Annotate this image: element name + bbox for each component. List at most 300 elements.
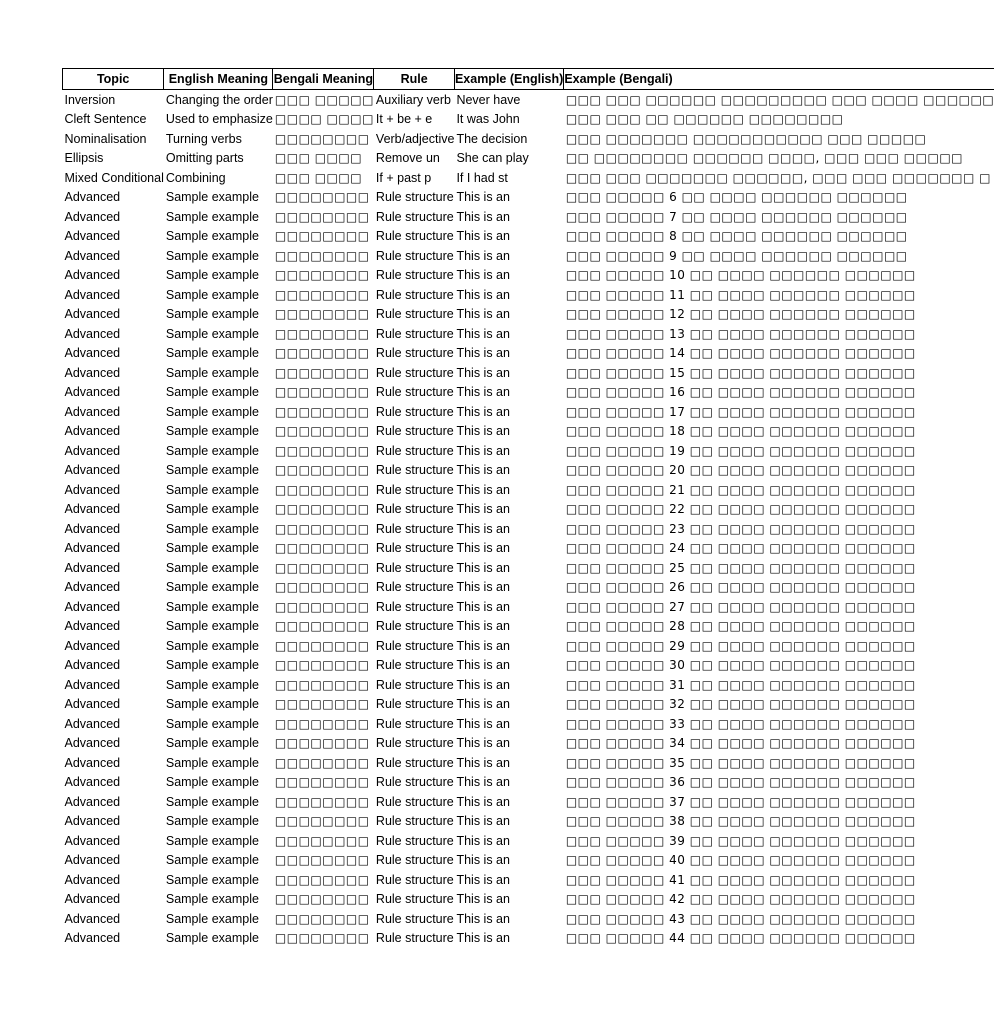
cell-bengali-meaning[interactable]: □□□□□□□□ <box>274 268 370 283</box>
cell-bengali-meaning[interactable]: □□□□□□□□ <box>274 229 370 244</box>
cell-bengali-meaning[interactable]: □□□□□□□□ <box>274 892 370 907</box>
cell-topic[interactable]: Advanced <box>64 502 121 517</box>
cell-example-bengali[interactable]: □□□ □□□□□ 9 □□ □□□□ □□□□□□ □□□□□□ <box>565 248 908 263</box>
cell-english-meaning[interactable]: Sample example <box>165 775 259 790</box>
cell-english-meaning[interactable]: Sample example <box>165 814 259 829</box>
cell-rule[interactable]: Rule structure <box>375 658 454 673</box>
cell-bengali-meaning[interactable]: □□□ □□□□ <box>274 151 363 166</box>
cell-english-meaning[interactable]: Sample example <box>165 658 259 673</box>
cell-rule[interactable]: Rule structure <box>375 619 454 634</box>
cell-english-meaning[interactable]: Sample example <box>165 190 259 205</box>
cell-example-english[interactable]: This is an <box>456 346 510 361</box>
cell-bengali-meaning[interactable]: □□□□□□□□ <box>274 580 370 595</box>
cell-bengali-meaning[interactable]: □□□□□□□□ <box>274 131 370 146</box>
cell-example-bengali[interactable]: □□□ □□□□□ 21 □□ □□□□ □□□□□□ □□□□□□ <box>565 482 916 497</box>
table-row <box>63 344 994 364</box>
cell-example-bengali[interactable]: □□□ □□□□□ 35 □□ □□□□ □□□□□□ □□□□□□ <box>565 755 916 770</box>
table-row <box>63 168 994 188</box>
cell-english-meaning[interactable]: Sample example <box>165 872 259 887</box>
cell-bengali-meaning[interactable]: □□□□□□□□ <box>274 599 370 614</box>
cell-english-meaning[interactable]: Sample example <box>165 307 259 322</box>
table-row <box>63 656 994 676</box>
cell-english-meaning[interactable]: Sample example <box>165 268 259 283</box>
cell-english-meaning[interactable]: Combining <box>165 170 226 185</box>
cell-topic[interactable]: Nominalisation <box>64 131 147 146</box>
cell-rule[interactable]: Rule structure <box>375 580 454 595</box>
cell-rule[interactable]: Rule structure <box>375 638 454 653</box>
cell-english-meaning[interactable]: Sample example <box>165 736 259 751</box>
cell-topic[interactable]: Advanced <box>64 599 121 614</box>
cell-english-meaning[interactable]: Sample example <box>165 482 259 497</box>
cell-example-english[interactable]: This is an <box>456 404 510 419</box>
cell-bengali-meaning[interactable]: □□□□□□□□ <box>274 463 370 478</box>
cell-example-bengali[interactable]: □□□ □□□□□ 22 □□ □□□□ □□□□□□ □□□□□□ <box>565 502 916 517</box>
cell-rule[interactable]: Rule structure <box>375 307 454 322</box>
table-row <box>63 539 994 559</box>
cell-example-english[interactable]: This is an <box>456 209 510 224</box>
cell-example-english[interactable]: If I had st <box>456 170 508 185</box>
cell-topic[interactable]: Advanced <box>64 580 121 595</box>
cell-rule[interactable]: Rule structure <box>375 541 454 556</box>
cell-rule[interactable]: Rule structure <box>375 229 454 244</box>
cell-topic[interactable]: Advanced <box>64 872 121 887</box>
cell-example-bengali[interactable]: □□□ □□□□□ 6 □□ □□□□ □□□□□□ □□□□□□ <box>565 190 908 205</box>
cell-rule[interactable]: Rule structure <box>375 346 454 361</box>
cell-topic[interactable]: Advanced <box>64 697 121 712</box>
cell-rule[interactable]: Rule structure <box>375 385 454 400</box>
cell-example-bengali[interactable]: □□□ □□□□□ 20 □□ □□□□ □□□□□□ □□□□□□ <box>565 463 916 478</box>
cell-example-english[interactable]: This is an <box>456 619 510 634</box>
cell-example-english[interactable]: This is an <box>456 326 510 341</box>
cell-bengali-meaning[interactable]: □□□□□□□□ <box>274 365 370 380</box>
cell-bengali-meaning[interactable]: □□□□□□□□ <box>274 833 370 848</box>
cell-english-meaning[interactable]: Sample example <box>165 209 259 224</box>
cell-example-english[interactable]: This is an <box>456 365 510 380</box>
cell-rule[interactable]: Rule structure <box>375 677 454 692</box>
cell-example-bengali[interactable]: □□□ □□□□□ 17 □□ □□□□ □□□□□□ □□□□□□ <box>565 404 916 419</box>
cell-bengali-meaning[interactable]: □□□□□□□□ <box>274 287 370 302</box>
cell-bengali-meaning[interactable]: □□□□□□□□ <box>274 404 370 419</box>
table-row <box>63 266 994 286</box>
cell-example-bengali[interactable]: □□□ □□□□□ 27 □□ □□□□ □□□□□□ □□□□□□ <box>565 599 916 614</box>
header-example-bengali[interactable]: Example (Bengali) <box>564 69 994 90</box>
cell-example-bengali[interactable]: □□□ □□□ □□ □□□□□□ □□□□□□□□ <box>565 112 844 127</box>
header-example-english[interactable]: Example (English) <box>454 69 563 90</box>
table-row <box>63 695 994 715</box>
cell-bengali-meaning[interactable]: □□□□ □□□□ <box>274 112 374 127</box>
cell-english-meaning[interactable]: Sample example <box>165 229 259 244</box>
cell-example-bengali[interactable]: □□□ □□□□□ 25 □□ □□□□ □□□□□□ □□□□□□ <box>565 560 916 575</box>
cell-rule[interactable]: Rule structure <box>375 287 454 302</box>
cell-topic[interactable]: Advanced <box>64 307 121 322</box>
cell-rule[interactable]: Rule structure <box>375 911 454 926</box>
cell-example-bengali[interactable]: □□□ □□□□□ 43 □□ □□□□ □□□□□□ □□□□□□ <box>565 911 916 926</box>
cell-rule[interactable]: Rule structure <box>375 209 454 224</box>
cell-topic[interactable]: Advanced <box>64 287 121 302</box>
cell-example-english[interactable]: This is an <box>456 287 510 302</box>
cell-english-meaning[interactable]: Sample example <box>165 677 259 692</box>
cell-english-meaning[interactable]: Sample example <box>165 521 259 536</box>
cell-example-bengali[interactable]: □□□ □□□□□ 14 □□ □□□□ □□□□□□ □□□□□□ <box>565 346 916 361</box>
cell-example-english[interactable]: This is an <box>456 385 510 400</box>
cell-english-meaning[interactable]: Sample example <box>165 853 259 868</box>
cell-english-meaning[interactable]: Changing the order <box>165 92 273 107</box>
cell-example-bengali[interactable]: □□□ □□□□□ 11 □□ □□□□ □□□□□□ □□□□□□ <box>565 287 916 302</box>
cell-example-english[interactable]: This is an <box>456 541 510 556</box>
header-topic[interactable]: Topic <box>63 69 164 90</box>
cell-topic[interactable]: Advanced <box>64 911 121 926</box>
cell-rule[interactable]: Rule structure <box>375 463 454 478</box>
cell-rule[interactable]: Rule structure <box>375 560 454 575</box>
table-row <box>63 500 994 520</box>
cell-example-english[interactable]: This is an <box>456 307 510 322</box>
cell-example-english[interactable]: This is an <box>456 638 510 653</box>
cell-topic[interactable]: Ellipsis <box>64 151 104 166</box>
cell-example-bengali[interactable]: □□□ □□□□□ 19 □□ □□□□ □□□□□□ □□□□□□ <box>565 443 916 458</box>
cell-topic[interactable]: Advanced <box>64 229 121 244</box>
cell-topic[interactable]: Advanced <box>64 853 121 868</box>
cell-bengali-meaning[interactable]: □□□□□□□□ <box>274 931 370 946</box>
cell-english-meaning[interactable]: Used to emphasize <box>165 112 273 127</box>
cell-example-bengali[interactable]: □□□ □□□□□ 23 □□ □□□□ □□□□□□ □□□□□□ <box>565 521 916 536</box>
cell-bengali-meaning[interactable]: □□□□□□□□ <box>274 736 370 751</box>
cell-example-bengali[interactable]: □□□ □□□ □□□□□□□ □□□□□□, □□□ □□□ □□□□□□□ □ <box>565 170 991 185</box>
cell-rule[interactable]: Rule structure <box>375 268 454 283</box>
cell-rule[interactable]: Rule structure <box>375 853 454 868</box>
cell-english-meaning[interactable]: Sample example <box>165 404 259 419</box>
cell-rule[interactable]: Rule structure <box>375 755 454 770</box>
cell-english-meaning[interactable]: Sample example <box>165 911 259 926</box>
cell-topic[interactable]: Advanced <box>64 638 121 653</box>
cell-example-english[interactable]: This is an <box>456 580 510 595</box>
cell-rule[interactable]: It + be + e <box>375 112 433 127</box>
cell-rule[interactable]: Rule structure <box>375 872 454 887</box>
table-row <box>63 441 994 461</box>
cell-rule[interactable]: Rule structure <box>375 892 454 907</box>
cell-topic[interactable]: Advanced <box>64 814 121 829</box>
cell-rule[interactable]: Rule structure <box>375 775 454 790</box>
cell-topic[interactable]: Advanced <box>64 443 121 458</box>
cell-bengali-meaning[interactable]: □□□□□□□□ <box>274 307 370 322</box>
cell-example-english[interactable]: This is an <box>456 833 510 848</box>
cell-example-bengali[interactable]: □□□ □□□□□ 33 □□ □□□□ □□□□□□ □□□□□□ <box>565 716 916 731</box>
cell-bengali-meaning[interactable]: □□□□□□□□ <box>274 716 370 731</box>
cell-rule[interactable]: Rule structure <box>375 190 454 205</box>
cell-example-english[interactable]: She can play <box>456 151 529 166</box>
cell-topic[interactable]: Advanced <box>64 716 121 731</box>
cell-english-meaning[interactable]: Sample example <box>165 716 259 731</box>
table-row <box>63 870 994 890</box>
cell-example-bengali[interactable]: □□□ □□□□□□□ □□□□□□□□□□□ □□□ □□□□□ <box>565 131 927 146</box>
cell-example-bengali[interactable]: □□□ □□□□□ 29 □□ □□□□ □□□□□□ □□□□□□ <box>565 638 916 653</box>
cell-example-bengali[interactable]: □□□ □□□□□ 26 □□ □□□□ □□□□□□ □□□□□□ <box>565 580 916 595</box>
cell-topic[interactable]: Advanced <box>64 833 121 848</box>
cell-example-bengali[interactable]: □□□ □□□□□ 16 □□ □□□□ □□□□□□ □□□□□□ <box>565 385 916 400</box>
cell-rule[interactable]: Remove un <box>375 151 440 166</box>
cell-example-english[interactable]: This is an <box>456 677 510 692</box>
cell-bengali-meaning[interactable]: □□□□□□□□ <box>274 853 370 868</box>
cell-topic[interactable]: Advanced <box>64 931 121 946</box>
cell-rule[interactable]: Rule structure <box>375 814 454 829</box>
cell-example-bengali[interactable]: □□□ □□□□□ 18 □□ □□□□ □□□□□□ □□□□□□ <box>565 424 916 439</box>
table-row <box>63 909 994 929</box>
cell-example-bengali[interactable]: □□□ □□□□□ 41 □□ □□□□ □□□□□□ □□□□□□ <box>565 872 916 887</box>
cell-rule[interactable]: Rule structure <box>375 931 454 946</box>
cell-example-english[interactable]: This is an <box>456 268 510 283</box>
cell-example-english[interactable]: The decision <box>456 131 528 146</box>
cell-topic[interactable]: Cleft Sentence <box>64 112 147 127</box>
cell-example-bengali[interactable]: □□□ □□□□□ 31 □□ □□□□ □□□□□□ □□□□□□ <box>565 677 916 692</box>
cell-bengali-meaning[interactable]: □□□□□□□□ <box>274 872 370 887</box>
cell-topic[interactable]: Inversion <box>64 92 116 107</box>
table-row <box>63 890 994 910</box>
cell-english-meaning[interactable]: Sample example <box>165 287 259 302</box>
cell-rule[interactable]: If + past p <box>375 170 432 185</box>
cell-example-bengali[interactable]: □□□ □□□ □□□□□□ □□□□□□□□□ □□□ □□□□ □□□□□□ <box>565 92 994 107</box>
table-row <box>63 812 994 832</box>
table-row <box>63 207 994 227</box>
header-row <box>63 69 994 90</box>
cell-english-meaning[interactable]: Sample example <box>165 463 259 478</box>
cell-example-english[interactable]: This is an <box>456 560 510 575</box>
cell-example-bengali[interactable]: □□□ □□□□□ 15 □□ □□□□ □□□□□□ □□□□□□ <box>565 365 916 380</box>
cell-example-bengali[interactable]: □□□ □□□□□ 28 □□ □□□□ □□□□□□ □□□□□□ <box>565 619 916 634</box>
cell-topic[interactable]: Advanced <box>64 775 121 790</box>
cell-topic[interactable]: Advanced <box>64 482 121 497</box>
table-row <box>63 851 994 871</box>
cell-bengali-meaning[interactable]: □□□□□□□□ <box>274 619 370 634</box>
cell-english-meaning[interactable]: Sample example <box>165 580 259 595</box>
cell-example-bengali[interactable]: □□□ □□□□□ 42 □□ □□□□ □□□□□□ □□□□□□ <box>565 892 916 907</box>
cell-rule[interactable]: Rule structure <box>375 248 454 263</box>
cell-topic[interactable]: Advanced <box>64 541 121 556</box>
cell-topic[interactable]: Advanced <box>64 209 121 224</box>
cell-example-bengali[interactable]: □□□ □□□□□ 8 □□ □□□□ □□□□□□ □□□□□□ <box>565 229 908 244</box>
cell-rule[interactable]: Rule structure <box>375 521 454 536</box>
cell-english-meaning[interactable]: Sample example <box>165 365 259 380</box>
cell-rule[interactable]: Rule structure <box>375 404 454 419</box>
table-row <box>63 422 994 442</box>
cell-rule[interactable]: Verb/adjective <box>375 131 455 146</box>
cell-topic[interactable]: Advanced <box>64 521 121 536</box>
cell-bengali-meaning[interactable]: □□□□□□□□ <box>274 248 370 263</box>
cell-english-meaning[interactable]: Sample example <box>165 892 259 907</box>
cell-bengali-meaning[interactable]: □□□□□□□□ <box>274 911 370 926</box>
cell-example-bengali[interactable]: □□□ □□□□□ 37 □□ □□□□ □□□□□□ □□□□□□ <box>565 794 916 809</box>
cell-topic[interactable]: Advanced <box>64 385 121 400</box>
cell-bengali-meaning[interactable]: □□□□□□□□ <box>274 755 370 770</box>
cell-bengali-meaning[interactable]: □□□□□□□□ <box>274 209 370 224</box>
cell-rule[interactable]: Rule structure <box>375 326 454 341</box>
cell-rule[interactable]: Rule structure <box>375 599 454 614</box>
cell-example-bengali[interactable]: □□□ □□□□□ 38 □□ □□□□ □□□□□□ □□□□□□ <box>565 814 916 829</box>
cell-example-english[interactable]: This is an <box>456 794 510 809</box>
cell-example-english[interactable]: This is an <box>456 931 510 946</box>
cell-example-english[interactable]: This is an <box>456 755 510 770</box>
cell-bengali-meaning[interactable]: □□□□□□□□ <box>274 502 370 517</box>
cell-rule[interactable]: Rule structure <box>375 833 454 848</box>
cell-example-english[interactable]: This is an <box>456 443 510 458</box>
cell-example-bengali[interactable]: □□□ □□□□□ 10 □□ □□□□ □□□□□□ □□□□□□ <box>565 268 916 283</box>
cell-bengali-meaning[interactable]: □□□□□□□□ <box>274 560 370 575</box>
cell-bengali-meaning[interactable]: □□□□□□□□ <box>274 541 370 556</box>
cell-example-english[interactable]: This is an <box>456 697 510 712</box>
cell-bengali-meaning[interactable]: □□□□□□□□ <box>274 190 370 205</box>
table-row <box>63 636 994 656</box>
cell-bengali-meaning[interactable]: □□□□□□□□ <box>274 697 370 712</box>
cell-topic[interactable]: Advanced <box>64 892 121 907</box>
cell-topic[interactable]: Advanced <box>64 736 121 751</box>
table-row <box>63 324 994 344</box>
cell-bengali-meaning[interactable]: □□□□□□□□ <box>274 775 370 790</box>
cell-example-bengali[interactable]: □□□ □□□□□ 40 □□ □□□□ □□□□□□ □□□□□□ <box>565 853 916 868</box>
cell-english-meaning[interactable]: Sample example <box>165 755 259 770</box>
cell-rule[interactable]: Rule structure <box>375 697 454 712</box>
cell-topic[interactable]: Advanced <box>64 560 121 575</box>
cell-example-english[interactable]: This is an <box>456 463 510 478</box>
cell-english-meaning[interactable]: Sample example <box>165 385 259 400</box>
cell-example-bengali[interactable]: □□□ □□□□□ 44 □□ □□□□ □□□□□□ □□□□□□ <box>565 931 916 946</box>
cell-example-english[interactable]: Never have <box>456 92 521 107</box>
cell-topic[interactable]: Advanced <box>64 755 121 770</box>
cell-example-english[interactable]: This is an <box>456 424 510 439</box>
cell-bengali-meaning[interactable]: □□□□□□□□ <box>274 521 370 536</box>
cell-bengali-meaning[interactable]: □□□ □□□□□ <box>274 92 374 107</box>
cell-example-english[interactable]: This is an <box>456 775 510 790</box>
cell-topic[interactable]: Advanced <box>64 794 121 809</box>
cell-example-english[interactable]: This is an <box>456 911 510 926</box>
cell-rule[interactable]: Rule structure <box>375 482 454 497</box>
cell-bengali-meaning[interactable]: □□□□□□□□ <box>274 424 370 439</box>
spreadsheet-page <box>62 68 994 948</box>
cell-topic[interactable]: Advanced <box>64 190 121 205</box>
cell-rule[interactable]: Rule structure <box>375 736 454 751</box>
cell-topic[interactable]: Advanced <box>64 248 121 263</box>
cell-example-bengali[interactable]: □□□ □□□□□ 24 □□ □□□□ □□□□□□ □□□□□□ <box>565 541 916 556</box>
cell-english-meaning[interactable]: Sample example <box>165 424 259 439</box>
table-row <box>63 558 994 578</box>
cell-english-meaning[interactable]: Sample example <box>165 697 259 712</box>
table-row <box>63 929 994 949</box>
cell-bengali-meaning[interactable]: □□□□□□□□ <box>274 814 370 829</box>
cell-topic[interactable]: Advanced <box>64 619 121 634</box>
table-row <box>63 110 994 130</box>
cell-example-bengali[interactable]: □□□ □□□□□ 7 □□ □□□□ □□□□□□ □□□□□□ <box>565 209 908 224</box>
cell-bengali-meaning[interactable]: □□□□□□□□ <box>274 346 370 361</box>
cell-topic[interactable]: Advanced <box>64 424 121 439</box>
cell-bengali-meaning[interactable]: □□□□□□□□ <box>274 677 370 692</box>
cell-english-meaning[interactable]: Sample example <box>165 599 259 614</box>
cell-english-meaning[interactable]: Sample example <box>165 326 259 341</box>
cell-english-meaning[interactable]: Sample example <box>165 541 259 556</box>
header-bengali-meaning[interactable]: Bengali Meaning <box>273 69 374 90</box>
cell-topic[interactable]: Advanced <box>64 268 121 283</box>
cell-example-english[interactable]: This is an <box>456 658 510 673</box>
cell-example-english[interactable]: This is an <box>456 502 510 517</box>
grammar-table <box>62 68 994 948</box>
cell-example-bengali[interactable]: □□□ □□□□□ 13 □□ □□□□ □□□□□□ □□□□□□ <box>565 326 916 341</box>
cell-example-english[interactable]: This is an <box>456 736 510 751</box>
cell-example-english[interactable]: This is an <box>456 248 510 263</box>
cell-example-bengali[interactable]: □□□ □□□□□ 36 □□ □□□□ □□□□□□ □□□□□□ <box>565 775 916 790</box>
cell-rule[interactable]: Rule structure <box>375 365 454 380</box>
cell-bengali-meaning[interactable]: □□□□□□□□ <box>274 326 370 341</box>
cell-bengali-meaning[interactable]: □□□□□□□□ <box>274 794 370 809</box>
cell-example-english[interactable]: This is an <box>456 872 510 887</box>
cell-english-meaning[interactable]: Sample example <box>165 619 259 634</box>
cell-bengali-meaning[interactable]: □□□□□□□□ <box>274 385 370 400</box>
cell-topic[interactable]: Advanced <box>64 365 121 380</box>
cell-english-meaning[interactable]: Turning verbs <box>165 131 242 146</box>
cell-english-meaning[interactable]: Sample example <box>165 443 259 458</box>
table-row <box>63 617 994 637</box>
table-row <box>63 675 994 695</box>
cell-rule[interactable]: Rule structure <box>375 443 454 458</box>
cell-example-bengali[interactable]: □□□ □□□□□ 39 □□ □□□□ □□□□□□ □□□□□□ <box>565 833 916 848</box>
cell-topic[interactable]: Advanced <box>64 658 121 673</box>
cell-topic[interactable]: Mixed Conditional <box>64 170 164 185</box>
cell-english-meaning[interactable]: Sample example <box>165 638 259 653</box>
cell-bengali-meaning[interactable]: □□□□□□□□ <box>274 443 370 458</box>
table-row <box>63 792 994 812</box>
cell-topic[interactable]: Advanced <box>64 346 121 361</box>
table-row <box>63 246 994 266</box>
cell-example-english[interactable]: This is an <box>456 482 510 497</box>
cell-bengali-meaning[interactable]: □□□□□□□□ <box>274 482 370 497</box>
cell-example-english[interactable]: This is an <box>456 814 510 829</box>
cell-example-english[interactable]: This is an <box>456 521 510 536</box>
cell-bengali-meaning[interactable]: □□□ □□□□ <box>274 170 363 185</box>
cell-rule[interactable]: Rule structure <box>375 424 454 439</box>
cell-rule[interactable]: Rule structure <box>375 716 454 731</box>
cell-example-bengali[interactable]: □□□ □□□□□ 34 □□ □□□□ □□□□□□ □□□□□□ <box>565 736 916 751</box>
cell-english-meaning[interactable]: Sample example <box>165 833 259 848</box>
cell-topic[interactable]: Advanced <box>64 677 121 692</box>
cell-bengali-meaning[interactable]: □□□□□□□□ <box>274 638 370 653</box>
cell-example-english[interactable]: This is an <box>456 229 510 244</box>
cell-example-english[interactable]: This is an <box>456 599 510 614</box>
cell-example-english[interactable]: It was John <box>456 112 520 127</box>
cell-example-english[interactable]: This is an <box>456 853 510 868</box>
cell-example-bengali[interactable]: □□□ □□□□□ 30 □□ □□□□ □□□□□□ □□□□□□ <box>565 658 916 673</box>
cell-example-english[interactable]: This is an <box>456 190 510 205</box>
cell-english-meaning[interactable]: Sample example <box>165 931 259 946</box>
cell-english-meaning[interactable]: Sample example <box>165 346 259 361</box>
cell-topic[interactable]: Advanced <box>64 326 121 341</box>
cell-example-bengali[interactable]: □□□ □□□□□ 12 □□ □□□□ □□□□□□ □□□□□□ <box>565 307 916 322</box>
cell-example-english[interactable]: This is an <box>456 716 510 731</box>
cell-rule[interactable]: Rule structure <box>375 502 454 517</box>
cell-english-meaning[interactable]: Sample example <box>165 502 259 517</box>
cell-bengali-meaning[interactable]: □□□□□□□□ <box>274 658 370 673</box>
header-rule[interactable]: Rule <box>374 69 455 90</box>
cell-rule[interactable]: Rule structure <box>375 794 454 809</box>
cell-example-bengali[interactable]: □□□ □□□□□ 32 □□ □□□□ □□□□□□ □□□□□□ <box>565 697 916 712</box>
cell-english-meaning[interactable]: Omitting parts <box>165 151 244 166</box>
table-row <box>63 714 994 734</box>
cell-english-meaning[interactable]: Sample example <box>165 794 259 809</box>
table-row <box>63 773 994 793</box>
cell-english-meaning[interactable]: Sample example <box>165 248 259 263</box>
cell-topic[interactable]: Advanced <box>64 463 121 478</box>
header-english-meaning[interactable]: English Meaning <box>164 69 273 90</box>
cell-english-meaning[interactable]: Sample example <box>165 560 259 575</box>
cell-rule[interactable]: Auxiliary verb <box>375 92 451 107</box>
table-row <box>63 519 994 539</box>
cell-example-bengali[interactable]: □□ □□□□□□□□ □□□□□□ □□□□, □□□ □□□ □□□□□ <box>565 151 963 166</box>
cell-topic[interactable]: Advanced <box>64 404 121 419</box>
cell-example-english[interactable]: This is an <box>456 892 510 907</box>
